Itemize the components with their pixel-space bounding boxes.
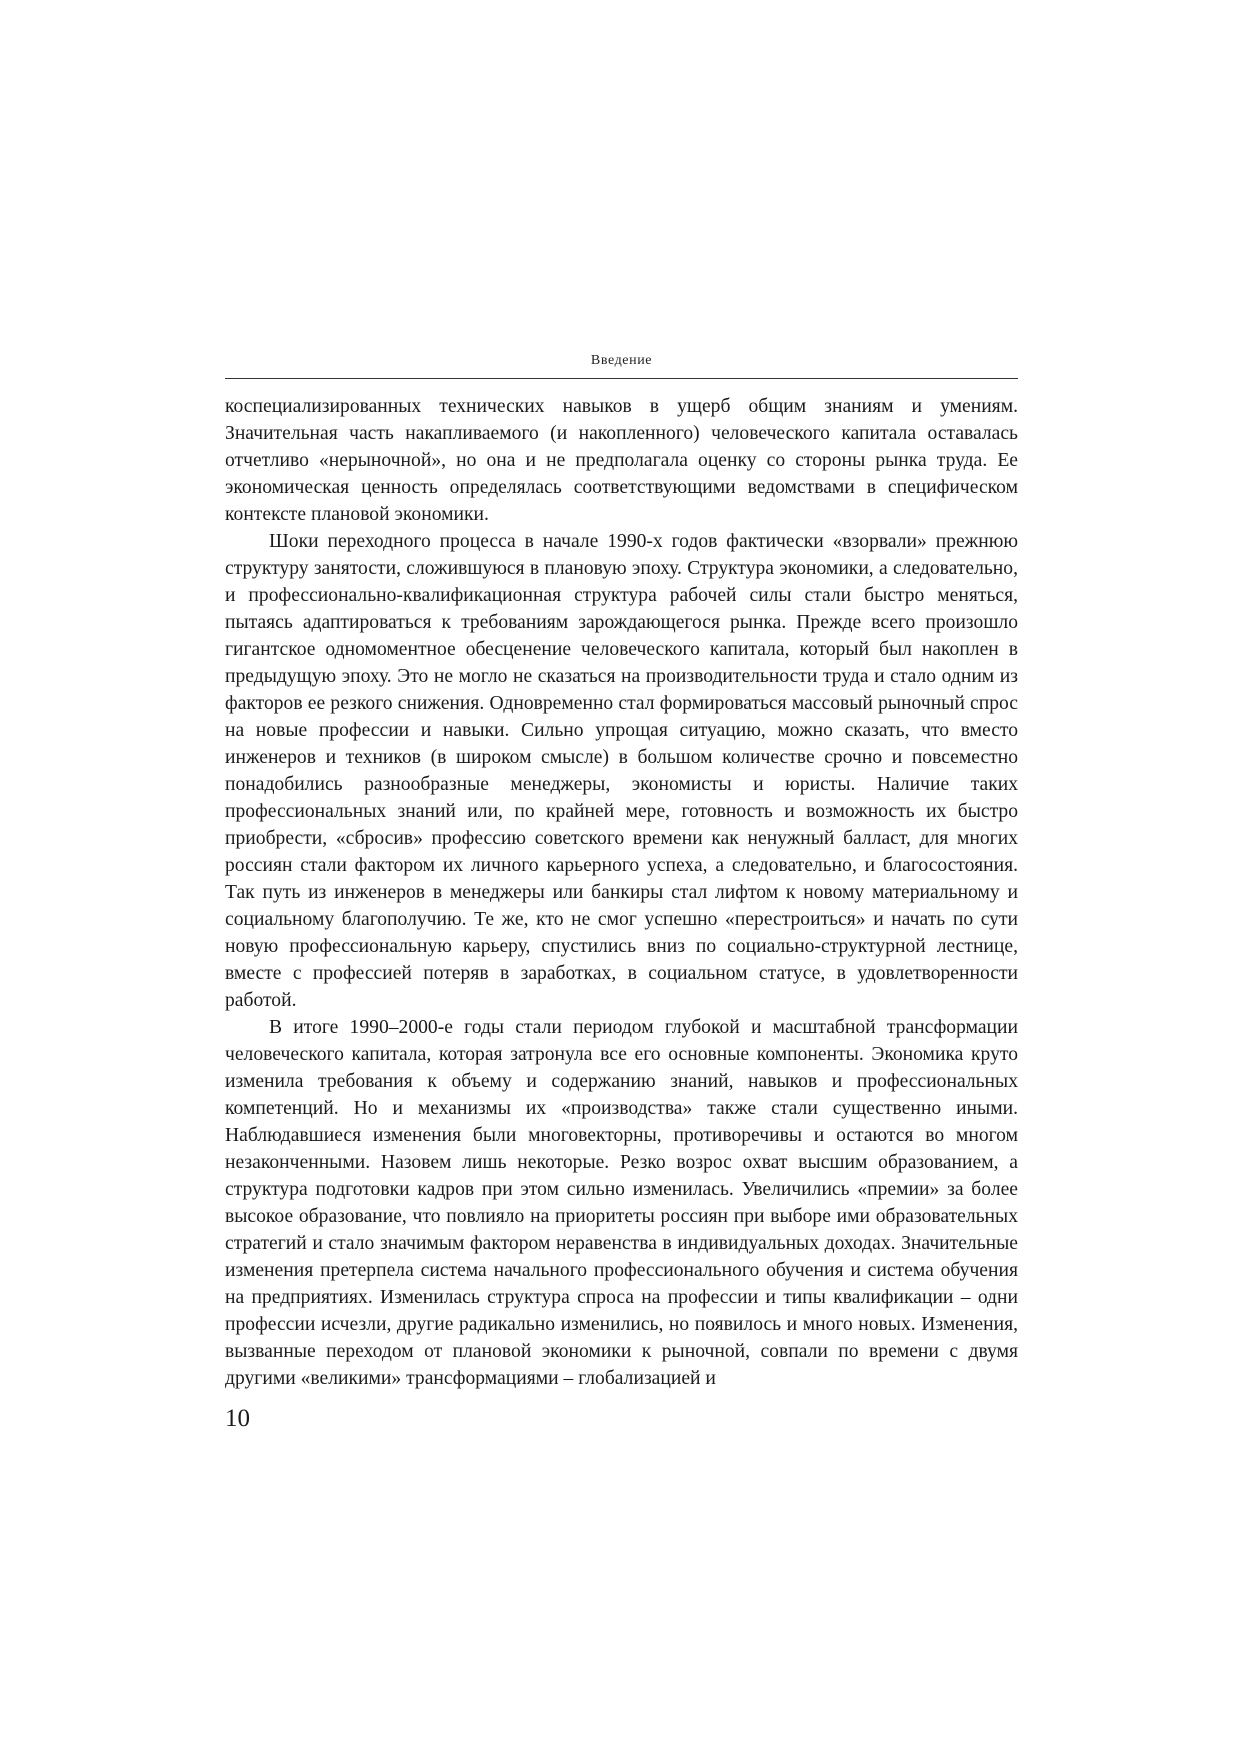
running-head-title: Введение (590, 353, 653, 368)
paragraph-continuation: коспециализированных технических навыков в ущерб общим знаниям и умениям. Значительная часть накапливаемого (и накопленного) человеческого капитала оставалась отчетливо «нерыночной», но она и не предполагала оценку со стороны рынка труда. Ее экономическая ценность определялась соответствующими ведомствами в специфическом контексте плановой экономики. (225, 396, 1018, 525)
paragraph: Шоки переходного процесса в начале 1990-х годов фактически «взорвали» прежнюю структуру занятости, сложившуюся в плановую эпоху. Структура экономики, а следовательно, и профессионально-квалификационная структура рабочей силы стали быстро меняться, пытаясь адаптироваться к требованиям зарождающегося рынка. Прежде всего произошло гигантское одномоментное обесценение человеческого капитала, который был накоплен в предыдущую эпоху. Это не могло не сказаться на производительности труда и стало одним из факторов ее резкого снижения. Одновременно стал формироваться массовый рыночный спрос на новые профессии и навыки. Сильно упрощая ситуацию, можно сказать, что вместо инженеров и техников (в широком смысле) в большом количестве срочно и повсеместно понадобились разнообразные менеджеры, экономисты и юристы. Наличие таких профессиональных знаний или, по крайней мере, готовность и возможность их быстро приобрести, «сбросив» профессию советского времени как ненужный балласт, для многих россиян стали фактором их личного карьерного успеха, а следовательно, и благосостояния. Так путь из инженеров в менеджеры или банкиры стал лифтом к новому материальному и социальному благополучию. Те же, кто не смог успешно «перестроиться» и начать по сути новую профессиональную карьеру, спустились вниз по социально-структурной лестнице, вместе с профессией потеряв в заработках, в социальном статусе, в удовлетворенности работой. (225, 531, 1018, 1011)
header-rule (225, 378, 1018, 379)
page-number: 10 (225, 1405, 250, 1432)
paragraph: В итоге 1990–2000-е годы стали периодом глубокой и масштабной трансформации человеческого капитала, которая затронула все его основные компоненты. Экономика круто изменила требования к объему и содержанию знаний, навыков и профессиональных компетенций. Но и механизмы их «производства» также стали существенно иными. Наблюдавшиеся изменения были многовекторны, противоречивы и остаются во многом незаконченными. Назовем лишь некоторые. Резко возрос охват высшим образованием, а структура подготовки кадров при этом сильно изменилась. Увеличились «премии» за более высокое образование, что повлияло на приоритеты россиян при выборе ими образовательных стратегий и стало значимым фактором неравенства в индивидуальных доходах. Значительные изменения претерпела система начального профессионального обучения и система обучения на предприятиях. Изменилась структура спроса на профессии и типы квалификации – одни профессии исчезли, другие радикально изменились, но появилось и много новых. Изменения, вызванные переходом от плановой экономики к рыночной, совпали по времени с двумя другими «великими» трансформациями – глобализацией и (225, 1017, 1018, 1389)
body-text (225, 393, 1018, 1392)
